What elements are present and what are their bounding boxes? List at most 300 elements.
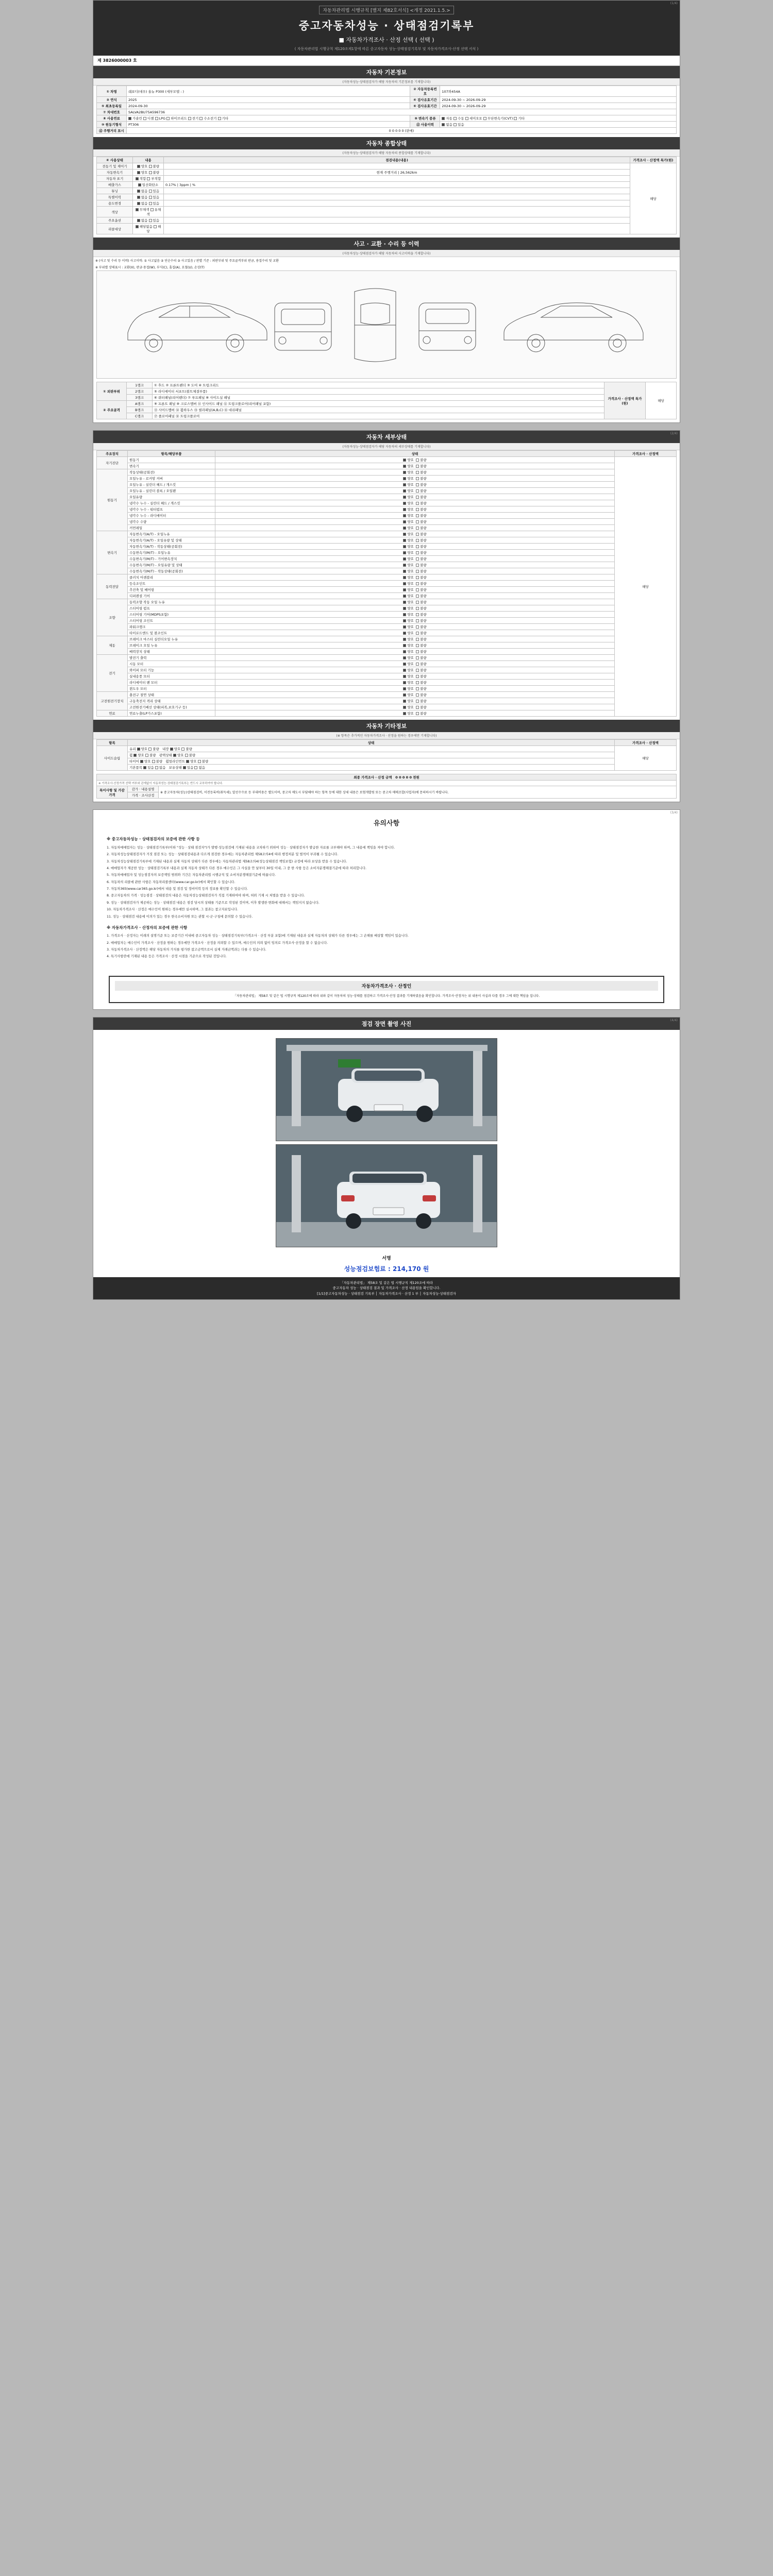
detail-state-2-5[interactable] bbox=[215, 562, 615, 568]
checkbox-icon[interactable] bbox=[403, 539, 406, 542]
checkbox-icon[interactable] bbox=[416, 576, 419, 579]
trans-opt-label-1: 수동 bbox=[458, 116, 464, 121]
checkbox-icon[interactable] bbox=[403, 483, 406, 486]
detail-state-2-6[interactable] bbox=[215, 568, 615, 574]
checkbox-icon[interactable] bbox=[403, 496, 406, 499]
state-option-bad[interactable] bbox=[416, 538, 427, 543]
checkbox-icon[interactable] bbox=[403, 706, 406, 709]
state-option-bad[interactable] bbox=[416, 501, 427, 505]
state-option-good[interactable] bbox=[403, 693, 414, 697]
detail-state-1-4[interactable] bbox=[215, 494, 615, 500]
other-row-2[interactable] bbox=[128, 758, 615, 765]
checkbox-icon[interactable] bbox=[416, 706, 419, 709]
checkbox-icon[interactable] bbox=[416, 496, 419, 499]
other-row-0[interactable] bbox=[128, 746, 615, 752]
state-option-bad[interactable] bbox=[416, 569, 427, 573]
checkbox-icon[interactable] bbox=[403, 595, 406, 598]
state-option-bad[interactable] bbox=[416, 557, 427, 561]
checkbox-icon[interactable] bbox=[416, 687, 419, 690]
state-option-good[interactable] bbox=[403, 557, 414, 561]
state-option-bad[interactable] bbox=[416, 588, 427, 592]
checkbox-icon[interactable] bbox=[403, 570, 406, 573]
checkbox-icon[interactable] bbox=[416, 669, 419, 672]
checkbox-icon[interactable] bbox=[403, 588, 406, 591]
checkbox-icon[interactable] bbox=[416, 650, 419, 653]
state-option-bad[interactable] bbox=[416, 687, 427, 691]
footer-line-1: 「자동차관리법」 제58조 및 같은 법 시행규칙 제120조에 따라 bbox=[340, 1280, 433, 1285]
state-option-good[interactable] bbox=[403, 619, 414, 623]
detail-state-1-2[interactable] bbox=[215, 482, 615, 488]
state-option-bad[interactable] bbox=[416, 600, 427, 604]
checkbox-icon[interactable] bbox=[416, 570, 419, 573]
trans-opt-4[interactable] bbox=[514, 116, 525, 121]
state-option-good[interactable] bbox=[403, 538, 414, 543]
detail-state-7-2[interactable] bbox=[215, 704, 615, 710]
table-row bbox=[97, 188, 677, 194]
detail-state-5-2[interactable] bbox=[215, 649, 615, 655]
detail-state-4-4[interactable] bbox=[215, 624, 615, 630]
checkbox-icon[interactable] bbox=[149, 196, 152, 199]
detail-state-2-0[interactable] bbox=[215, 531, 615, 537]
detail-state-1-3[interactable] bbox=[215, 488, 615, 494]
checkbox-icon[interactable] bbox=[416, 663, 419, 666]
state-option-good[interactable] bbox=[403, 656, 414, 660]
fuel-opt-5[interactable] bbox=[199, 116, 216, 121]
checkbox-icon[interactable] bbox=[198, 760, 201, 763]
state-option-bad[interactable] bbox=[416, 674, 427, 679]
trans-opt-1[interactable] bbox=[453, 116, 464, 121]
checkbox-icon[interactable] bbox=[416, 520, 419, 523]
detail-state-3-2[interactable] bbox=[215, 587, 615, 593]
state-option-bad[interactable] bbox=[416, 619, 427, 623]
checkbox-icon[interactable] bbox=[416, 502, 419, 505]
checkbox-icon[interactable] bbox=[403, 502, 406, 505]
state-option-good[interactable] bbox=[403, 569, 414, 573]
detail-state-4-3[interactable] bbox=[215, 618, 615, 624]
trans-opt-0[interactable] bbox=[442, 116, 452, 121]
use-opt-1[interactable] bbox=[453, 123, 464, 127]
state-option-bad[interactable] bbox=[416, 495, 427, 499]
checkbox-icon[interactable] bbox=[416, 545, 419, 548]
checkbox-icon[interactable] bbox=[149, 202, 152, 205]
checkbox-icon[interactable] bbox=[181, 748, 184, 751]
state-option-good[interactable] bbox=[403, 495, 414, 499]
detail-state-7-0[interactable] bbox=[215, 692, 615, 698]
state-option-bad[interactable] bbox=[416, 681, 427, 685]
state-option-good[interactable] bbox=[403, 711, 414, 716]
checkbox-icon[interactable] bbox=[416, 693, 419, 697]
state-option-good[interactable] bbox=[403, 507, 414, 512]
checkbox-icon[interactable] bbox=[416, 625, 419, 629]
detail-state-1-1[interactable] bbox=[215, 476, 615, 482]
checkbox-icon[interactable] bbox=[149, 165, 152, 168]
state-option-bad[interactable] bbox=[416, 575, 427, 580]
page-title: 중고자동차성능 · 상태점검기록부 bbox=[298, 20, 475, 32]
checkbox-icon[interactable] bbox=[416, 681, 419, 684]
state-option-good[interactable] bbox=[403, 545, 414, 549]
checkbox-icon[interactable] bbox=[128, 117, 131, 120]
checkbox-icon[interactable] bbox=[403, 545, 406, 548]
checkbox-icon[interactable] bbox=[403, 607, 406, 610]
state-option-bad[interactable] bbox=[416, 594, 427, 598]
state-option-good[interactable] bbox=[403, 643, 414, 648]
checkbox-icon[interactable] bbox=[403, 613, 406, 616]
checkbox-icon[interactable] bbox=[416, 638, 419, 641]
photo-rear-svg bbox=[276, 1145, 497, 1247]
detail-state-3-3[interactable] bbox=[215, 593, 615, 599]
state-option-good[interactable] bbox=[403, 699, 414, 703]
checkbox-icon[interactable] bbox=[416, 514, 419, 517]
state-option-bad[interactable] bbox=[416, 705, 427, 709]
overall-opts-3[interactable] bbox=[133, 182, 164, 188]
checkbox-icon[interactable] bbox=[136, 225, 139, 228]
state-option-bad[interactable] bbox=[416, 483, 427, 487]
checkbox-icon[interactable] bbox=[442, 123, 445, 126]
detail-state-2-4[interactable] bbox=[215, 556, 615, 562]
checkbox-icon[interactable] bbox=[403, 465, 406, 468]
checkbox-icon[interactable] bbox=[416, 601, 419, 604]
fuel-opt-2[interactable] bbox=[155, 116, 166, 121]
state-option-bad[interactable] bbox=[416, 563, 427, 567]
checkbox-icon[interactable] bbox=[403, 520, 406, 523]
state-option-bad[interactable] bbox=[416, 699, 427, 703]
state-option-good[interactable] bbox=[403, 625, 414, 629]
detail-state-6-2[interactable] bbox=[215, 667, 615, 673]
fuel-opt-1[interactable] bbox=[143, 116, 154, 121]
checkbox-icon[interactable] bbox=[150, 208, 154, 211]
checkbox-icon[interactable] bbox=[199, 117, 203, 120]
checkbox-icon[interactable] bbox=[416, 582, 419, 585]
checkbox-icon[interactable] bbox=[416, 619, 419, 622]
checkbox-icon[interactable] bbox=[416, 712, 419, 715]
detail-state-6-1[interactable] bbox=[215, 661, 615, 667]
state-option-bad[interactable] bbox=[416, 532, 427, 536]
state-option-good[interactable] bbox=[403, 458, 414, 462]
state-option-good[interactable] bbox=[403, 687, 414, 691]
detail-state-0-0[interactable] bbox=[215, 457, 615, 463]
fuel-opt-3[interactable] bbox=[166, 116, 187, 121]
checkbox-icon[interactable] bbox=[416, 557, 419, 561]
checkbox-icon[interactable] bbox=[136, 177, 139, 180]
checkbox-icon[interactable] bbox=[403, 601, 406, 604]
detail-state-4-0[interactable] bbox=[215, 599, 615, 605]
state-option-bad[interactable] bbox=[416, 477, 427, 481]
overall-opts-0[interactable] bbox=[133, 163, 164, 170]
detail-state-7-1[interactable] bbox=[215, 698, 615, 704]
detail-state-6-0[interactable] bbox=[215, 655, 615, 661]
checkbox-icon[interactable] bbox=[416, 700, 419, 703]
state-option-good[interactable] bbox=[403, 668, 414, 672]
detail-state-2-3[interactable] bbox=[215, 550, 615, 556]
checkbox-icon[interactable] bbox=[152, 760, 155, 763]
footer-line-3: [1/1]중고자동차성능 · 상태점검 기록부 │ 자동차가격조사 · 산정 1 부 │ 자동차성능·상태점검자 bbox=[317, 1291, 456, 1296]
fuel-opt-6[interactable] bbox=[218, 116, 229, 121]
checkbox-icon[interactable] bbox=[149, 190, 152, 193]
checkbox-icon[interactable] bbox=[416, 483, 419, 486]
state-option-good[interactable] bbox=[403, 637, 414, 641]
checkbox-icon[interactable] bbox=[416, 471, 419, 474]
checkbox-icon[interactable] bbox=[514, 117, 517, 120]
checkbox-icon[interactable] bbox=[403, 681, 406, 684]
state-option-good[interactable] bbox=[403, 483, 414, 487]
detail-state-2-2[interactable] bbox=[215, 544, 615, 550]
state-option-good[interactable] bbox=[403, 551, 414, 555]
detail-state-3-0[interactable] bbox=[215, 574, 615, 581]
state-option-bad[interactable] bbox=[416, 470, 427, 474]
overall-opts-1[interactable] bbox=[133, 170, 164, 176]
overall-opts-9[interactable] bbox=[133, 224, 164, 234]
checkbox-icon[interactable] bbox=[138, 183, 141, 187]
detail-state-4-2[interactable] bbox=[215, 612, 615, 618]
state-option-bad[interactable] bbox=[416, 526, 427, 530]
state-option-bad[interactable] bbox=[416, 711, 427, 716]
state-option-good[interactable] bbox=[403, 674, 414, 679]
checkbox-icon[interactable] bbox=[416, 588, 419, 591]
checkbox-icon[interactable] bbox=[403, 576, 406, 579]
checkbox-icon[interactable] bbox=[453, 123, 457, 126]
detail-state-1-0[interactable] bbox=[215, 469, 615, 476]
checkbox-icon[interactable] bbox=[137, 748, 140, 751]
detail-state-1-6[interactable] bbox=[215, 506, 615, 513]
checkbox-icon[interactable] bbox=[403, 477, 406, 480]
state-option-good[interactable] bbox=[403, 594, 414, 598]
detail-state-3-1[interactable] bbox=[215, 581, 615, 587]
fuel-opt-0[interactable] bbox=[128, 116, 142, 121]
checkbox-icon[interactable] bbox=[483, 117, 486, 120]
checkbox-icon[interactable] bbox=[149, 171, 152, 174]
checkbox-icon[interactable] bbox=[137, 202, 140, 205]
state-option-good[interactable] bbox=[403, 582, 414, 586]
state-option-good[interactable] bbox=[403, 563, 414, 567]
checkbox-icon[interactable] bbox=[147, 177, 150, 180]
state-option-bad[interactable] bbox=[416, 625, 427, 629]
checkbox-icon[interactable] bbox=[143, 117, 146, 120]
checkbox-icon[interactable] bbox=[403, 514, 406, 517]
overall-opts-5[interactable] bbox=[133, 194, 164, 200]
state-option-bad[interactable] bbox=[416, 606, 427, 611]
use-opt-0[interactable] bbox=[442, 123, 452, 127]
overall-opts-6[interactable] bbox=[133, 200, 164, 207]
detail-state-6-5[interactable] bbox=[215, 686, 615, 692]
checkbox-icon[interactable] bbox=[416, 656, 419, 659]
other-row-1[interactable] bbox=[128, 752, 615, 758]
detail-state-1-7[interactable] bbox=[215, 513, 615, 519]
fuel-opt-4[interactable] bbox=[188, 116, 199, 121]
state-option-bad[interactable] bbox=[416, 631, 427, 635]
state-option-good[interactable] bbox=[403, 514, 414, 518]
detail-item-2-2: 자동변속기(A/T) - 작동상태(공회전) bbox=[128, 544, 215, 550]
checkbox-icon[interactable] bbox=[416, 551, 419, 554]
checkbox-icon[interactable] bbox=[416, 607, 419, 610]
checkbox-icon[interactable] bbox=[416, 489, 419, 493]
checkbox-icon[interactable] bbox=[403, 471, 406, 474]
state-option-bad[interactable] bbox=[416, 514, 427, 518]
checkbox-icon[interactable] bbox=[403, 656, 406, 659]
table-row bbox=[97, 182, 677, 188]
state-option-bad[interactable] bbox=[416, 507, 427, 512]
other-row-3[interactable] bbox=[128, 765, 615, 771]
checkbox-icon[interactable] bbox=[403, 564, 406, 567]
detail-state-6-3[interactable] bbox=[215, 673, 615, 680]
checkbox-icon[interactable] bbox=[155, 117, 158, 120]
state-option-good[interactable] bbox=[403, 526, 414, 530]
state-option-bad[interactable] bbox=[416, 551, 427, 555]
state-option-good[interactable] bbox=[403, 575, 414, 580]
checkbox-icon[interactable] bbox=[403, 675, 406, 678]
checkbox-icon[interactable] bbox=[137, 171, 140, 174]
state-option-bad[interactable] bbox=[416, 582, 427, 586]
checkbox-icon[interactable] bbox=[133, 754, 137, 757]
checkbox-icon[interactable] bbox=[403, 712, 406, 715]
checkbox-icon[interactable] bbox=[416, 595, 419, 598]
checkbox-icon[interactable] bbox=[465, 117, 468, 120]
checkbox-icon[interactable] bbox=[403, 663, 406, 666]
state-option-good[interactable] bbox=[403, 662, 414, 666]
state-option-good[interactable] bbox=[403, 501, 414, 505]
checkbox-icon[interactable] bbox=[136, 208, 139, 211]
overall-opts-8[interactable] bbox=[133, 217, 164, 224]
checkbox-icon[interactable] bbox=[183, 766, 186, 769]
checkbox-icon[interactable] bbox=[403, 551, 406, 554]
checkbox-icon[interactable] bbox=[403, 619, 406, 622]
checkbox-icon[interactable] bbox=[403, 557, 406, 561]
checkbox-icon[interactable] bbox=[166, 117, 170, 120]
checkbox-icon[interactable] bbox=[137, 196, 140, 199]
detail-state-2-1[interactable] bbox=[215, 537, 615, 544]
detail-state-4-5[interactable] bbox=[215, 630, 615, 636]
car-diagram-svg bbox=[97, 271, 674, 377]
checkbox-icon[interactable] bbox=[416, 632, 419, 635]
checkbox-icon[interactable] bbox=[416, 459, 419, 462]
trans-opt-2[interactable] bbox=[465, 116, 482, 121]
state-option-bad[interactable] bbox=[416, 458, 427, 462]
trans-opt-3[interactable] bbox=[483, 116, 513, 121]
detail-state-0-1[interactable] bbox=[215, 463, 615, 469]
checkbox-icon[interactable] bbox=[137, 165, 140, 168]
checkbox-icon[interactable] bbox=[403, 508, 406, 511]
basic-value-2: 2024-09-30 bbox=[127, 103, 410, 109]
checkbox-icon[interactable] bbox=[416, 477, 419, 480]
state-option-bad[interactable] bbox=[416, 613, 427, 617]
checkbox-icon[interactable] bbox=[170, 748, 173, 751]
checkbox-icon[interactable] bbox=[416, 644, 419, 647]
state-option-bad[interactable] bbox=[416, 520, 427, 524]
detail-state-1-9[interactable] bbox=[215, 525, 615, 531]
table-row bbox=[97, 176, 677, 182]
state-option-bad[interactable] bbox=[416, 650, 427, 654]
detail-state-1-5[interactable] bbox=[215, 500, 615, 506]
checkbox-icon[interactable] bbox=[403, 669, 406, 672]
checkbox-icon[interactable] bbox=[403, 638, 406, 641]
state-option-bad[interactable] bbox=[416, 656, 427, 660]
state-option-good[interactable] bbox=[403, 631, 414, 635]
state-option-good[interactable] bbox=[403, 477, 414, 481]
overall-opts-4[interactable] bbox=[133, 188, 164, 194]
checkbox-icon[interactable] bbox=[416, 508, 419, 511]
detail-state-4-1[interactable] bbox=[215, 605, 615, 612]
checkbox-icon[interactable] bbox=[173, 754, 176, 757]
checkbox-icon[interactable] bbox=[148, 748, 152, 751]
overall-opts-7[interactable] bbox=[133, 207, 164, 217]
state-option-bad[interactable] bbox=[416, 545, 427, 549]
state-option-bad[interactable] bbox=[416, 662, 427, 666]
checkbox-icon[interactable] bbox=[416, 527, 419, 530]
basic-label-4: ⑧ 사용연료 bbox=[97, 115, 127, 122]
checkbox-icon[interactable] bbox=[416, 564, 419, 567]
opt-label: 불량 bbox=[420, 656, 427, 660]
checkbox-icon[interactable] bbox=[416, 533, 419, 536]
state-option-bad[interactable] bbox=[416, 637, 427, 641]
detail-state-5-1[interactable] bbox=[215, 642, 615, 649]
checkbox-icon[interactable] bbox=[194, 766, 197, 769]
state-option-good[interactable] bbox=[403, 650, 414, 654]
checkbox-icon[interactable] bbox=[403, 700, 406, 703]
detail-state-6-4[interactable] bbox=[215, 680, 615, 686]
checkbox-icon[interactable] bbox=[137, 190, 140, 193]
checkbox-icon[interactable] bbox=[403, 459, 406, 462]
checkbox-icon[interactable] bbox=[403, 644, 406, 647]
state-option-good[interactable] bbox=[403, 464, 414, 468]
checkbox-icon[interactable] bbox=[416, 675, 419, 678]
state-option-bad[interactable] bbox=[416, 668, 427, 672]
state-option-good[interactable] bbox=[403, 532, 414, 536]
checkbox-icon[interactable] bbox=[403, 687, 406, 690]
checkbox-icon[interactable] bbox=[416, 539, 419, 542]
state-option-good[interactable] bbox=[403, 600, 414, 604]
state-option-good[interactable] bbox=[403, 606, 414, 611]
checkbox-icon[interactable] bbox=[442, 117, 445, 120]
overall-opts-2[interactable] bbox=[133, 176, 164, 182]
checkbox-icon[interactable] bbox=[403, 693, 406, 697]
state-option-good[interactable] bbox=[403, 681, 414, 685]
checkbox-icon[interactable] bbox=[403, 582, 406, 585]
state-option-good[interactable] bbox=[403, 470, 414, 474]
state-option-good[interactable] bbox=[403, 520, 414, 524]
checkbox-icon[interactable] bbox=[137, 219, 140, 222]
checkbox-icon[interactable] bbox=[403, 625, 406, 629]
checkbox-icon[interactable] bbox=[188, 117, 191, 120]
checkbox-icon[interactable] bbox=[218, 117, 221, 120]
detail-state-8-0[interactable] bbox=[215, 710, 615, 717]
state-option-bad[interactable] bbox=[416, 489, 427, 493]
checkbox-icon[interactable] bbox=[154, 225, 157, 228]
checkbox-icon[interactable] bbox=[143, 766, 146, 769]
state-option-bad[interactable] bbox=[416, 464, 427, 468]
checkbox-icon[interactable] bbox=[140, 760, 143, 763]
checkbox-icon[interactable] bbox=[155, 766, 158, 769]
state-option-bad[interactable] bbox=[416, 643, 427, 648]
checkbox-icon[interactable] bbox=[403, 527, 406, 530]
state-option-good[interactable] bbox=[403, 588, 414, 592]
checkbox-icon[interactable] bbox=[403, 489, 406, 493]
checkbox-icon[interactable] bbox=[145, 754, 148, 757]
state-option-good[interactable] bbox=[403, 613, 414, 617]
detail-state-5-0[interactable] bbox=[215, 636, 615, 642]
checkbox-icon[interactable] bbox=[403, 632, 406, 635]
checkbox-icon[interactable] bbox=[403, 650, 406, 653]
state-option-bad[interactable] bbox=[416, 693, 427, 697]
detail-state-1-8[interactable] bbox=[215, 519, 615, 525]
checkbox-icon[interactable] bbox=[149, 219, 152, 222]
checkbox-icon[interactable] bbox=[185, 754, 188, 757]
checkbox-icon[interactable] bbox=[186, 760, 189, 763]
state-option-good[interactable] bbox=[403, 489, 414, 493]
checkbox-icon[interactable] bbox=[403, 533, 406, 536]
checkbox-icon[interactable] bbox=[453, 117, 457, 120]
state-option-good[interactable] bbox=[403, 705, 414, 709]
checkbox-icon[interactable] bbox=[416, 613, 419, 616]
checkbox-icon[interactable] bbox=[416, 465, 419, 468]
